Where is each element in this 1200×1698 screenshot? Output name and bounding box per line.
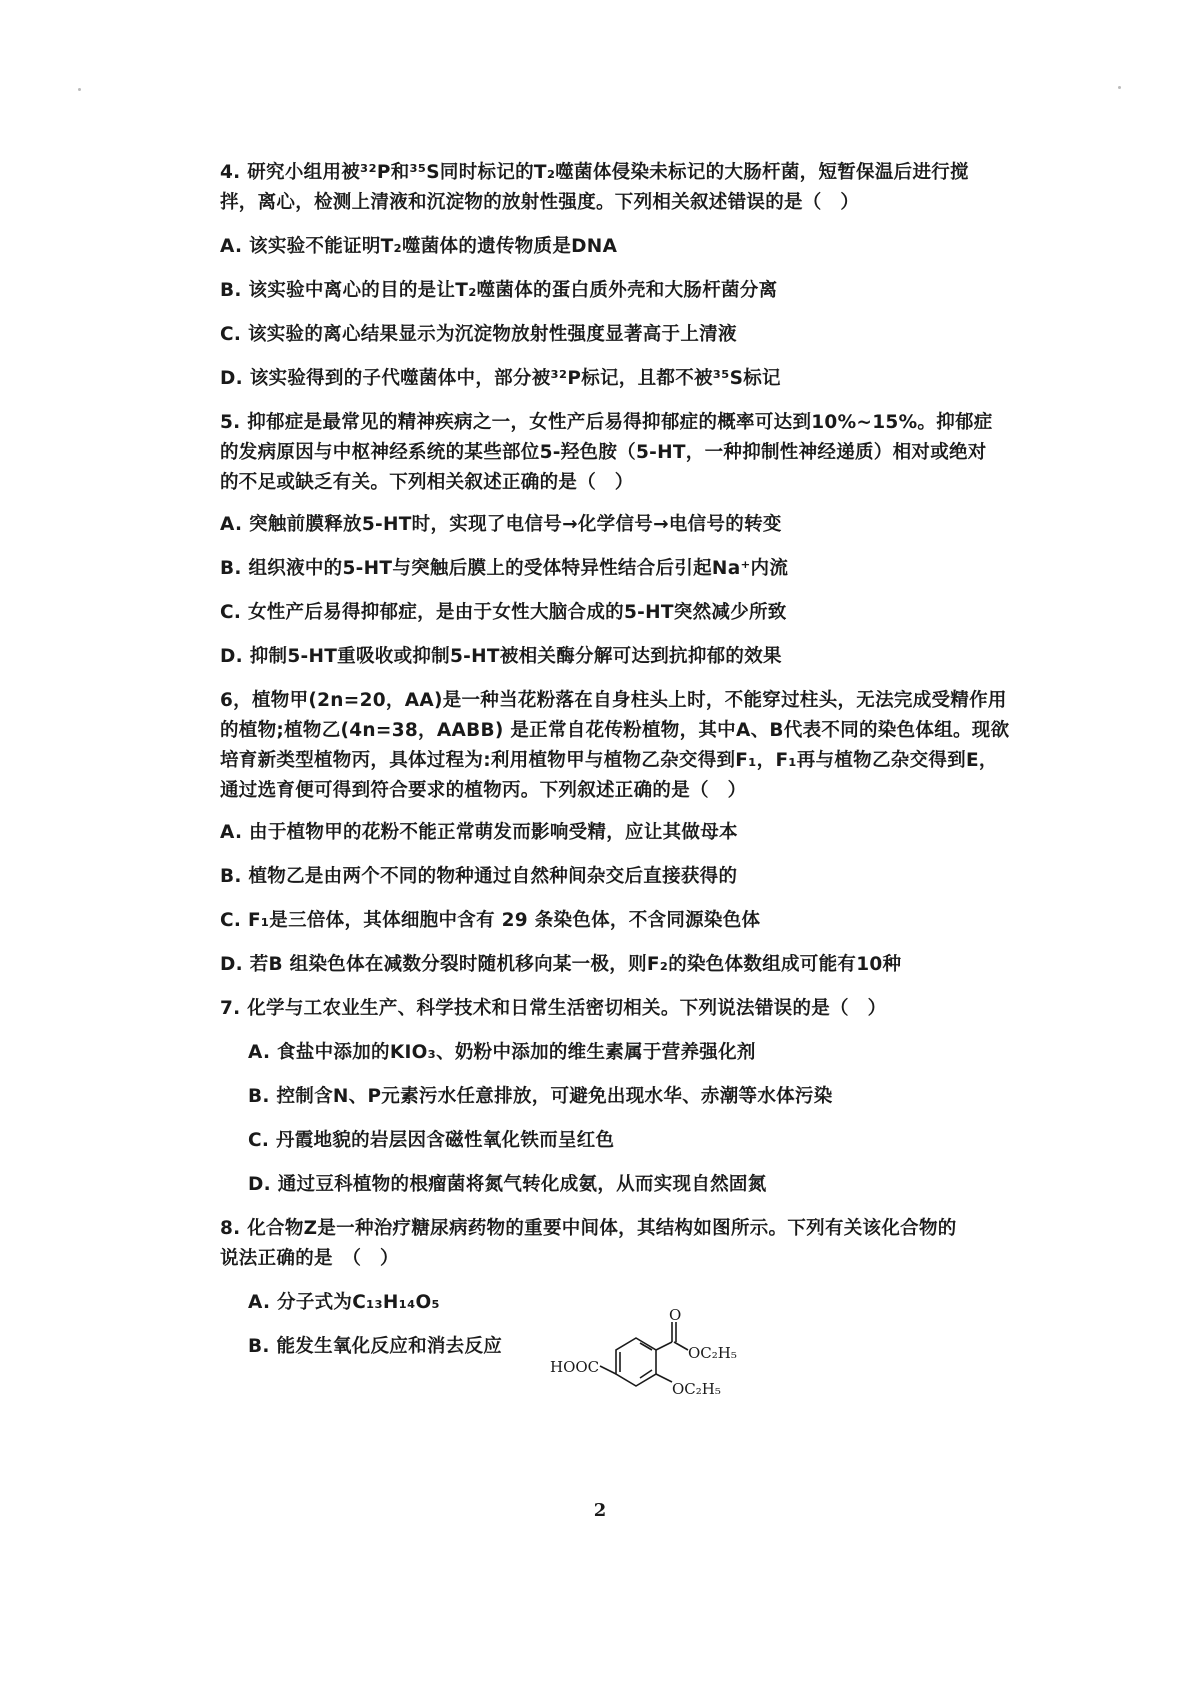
ester-group-2-label: OC₂H₅	[672, 1380, 721, 1398]
q6-option-b: B. 植物乙是由两个不同的物种通过自然种间杂交后直接获得的	[220, 866, 738, 887]
q5-option-a: A. 突触前膜释放5-HT时，实现了电信号→化学信号→电信号的转变	[220, 514, 782, 535]
q6-stem-line3: 培育新类型植物丙，具体过程为:利用植物甲与植物乙杂交得到F₁，F₁再与植物乙杂交得到E，	[220, 750, 998, 771]
q6-option-a: A. 由于植物甲的花粉不能正常萌发而影响受精，应让其做母本	[220, 822, 738, 843]
q5-option-c: C. 女性产后易得抑郁症，是由于女性大脑合成的5-HT突然减少所致	[220, 602, 787, 623]
q5-stem-line3: 的不足或缺乏有关。下列相关叙述正确的是（ ）	[220, 472, 634, 493]
q7-option-d: D. 通过豆科植物的根瘤菌将氮气转化成氨，从而实现自然固氮	[248, 1174, 767, 1195]
q7-stem: 7. 化学与工农业生产、科学技术和日常生活密切相关。下列说法错误的是（ ）	[220, 998, 887, 1019]
scan-speck	[78, 88, 81, 91]
q6-stem-line1: 6，植物甲(2n=20，AA)是一种当花粉落在自身柱头上时，不能穿过柱头，无法完成受精作用	[220, 690, 1007, 711]
q8-option-b: B. 能发生氧化反应和消去反应	[248, 1336, 503, 1357]
compound-z-structure	[548, 1308, 758, 1418]
q7-option-b: B. 控制含N、P元素污水任意排放，可避免出现水华、赤潮等水体污染	[248, 1086, 833, 1107]
q5-stem-line2: 的发病原因与中枢神经系统的某些部位5-羟色胺（5-HT，一种抑制性神经递质）相对或绝对	[220, 442, 987, 463]
benzene-ring	[600, 1322, 688, 1386]
q4-option-d: D. 该实验得到的子代噬菌体中，部分被³²P标记，且都不被³⁵S标记	[220, 368, 781, 389]
q4-stem-line2: 拌，离心，检测上清液和沉淀物的放射性强度。下列相关叙述错误的是（ ）	[220, 192, 860, 213]
hooc-label: HOOC	[550, 1358, 600, 1376]
ester-group-1-label: OC₂H₅	[688, 1344, 737, 1362]
q4-option-c: C. 该实验的离心结果显示为沉淀物放射性强度显著高于上清液	[220, 324, 737, 345]
q4-stem-line1: 4. 研究小组用被³²P和³⁵S同时标记的T₂噬菌体侵染未标记的大肠杆菌，短暂保温后进行搅	[220, 162, 969, 183]
q6-stem-line4: 通过选育便可得到符合要求的植物丙。下列叙述正确的是（ ）	[220, 780, 747, 801]
q8-stem-line2: 说法正确的是 （ ）	[220, 1248, 399, 1269]
q8-stem-line1: 8. 化合物Z是一种治疗糖尿病药物的重要中间体，其结构如图所示。下列有关该化合物的	[220, 1218, 957, 1239]
page-number: 2	[593, 1500, 607, 1521]
q6-option-c: C. F₁是三倍体，其体细胞中含有 29 条染色体，不含同源染色体	[220, 910, 761, 931]
scan-speck	[1118, 86, 1121, 89]
q7-option-a: A. 食盐中添加的KIO₃、奶粉中添加的维生素属于营养强化剂	[248, 1042, 756, 1063]
carbonyl-o-label: O	[669, 1308, 682, 1324]
q5-stem-line1: 5. 抑郁症是最常见的精神疾病之一，女性产后易得抑郁症的概率可达到10%~15%。抑郁症	[220, 412, 993, 433]
q5-option-b: B. 组织液中的5-HT与突触后膜上的受体特异性结合后引起Na⁺内流	[220, 558, 789, 579]
q6-stem-line2: 的植物;植物乙(4n=38，AABB) 是正常自花传粉植物，其中A、B代表不同的染色体组。现欲	[220, 720, 1010, 741]
q6-option-d: D. 若B 组染色体在减数分裂时随机移向某一极，则F₂的染色体数组成可能有10种	[220, 954, 902, 975]
q7-option-c: C. 丹霞地貌的岩层因含磁性氧化铁而呈红色	[248, 1130, 615, 1151]
q5-option-d: D. 抑制5-HT重吸收或抑制5-HT被相关酶分解可达到抗抑郁的效果	[220, 646, 782, 667]
q8-option-a: A. 分子式为C₁₃H₁₄O₅	[248, 1292, 440, 1313]
q4-option-b: B. 该实验中离心的目的是让T₂噬菌体的蛋白质外壳和大肠杆菌分离	[220, 280, 778, 301]
q4-option-a: A. 该实验不能证明T₂噬菌体的遗传物质是DNA	[220, 236, 618, 257]
